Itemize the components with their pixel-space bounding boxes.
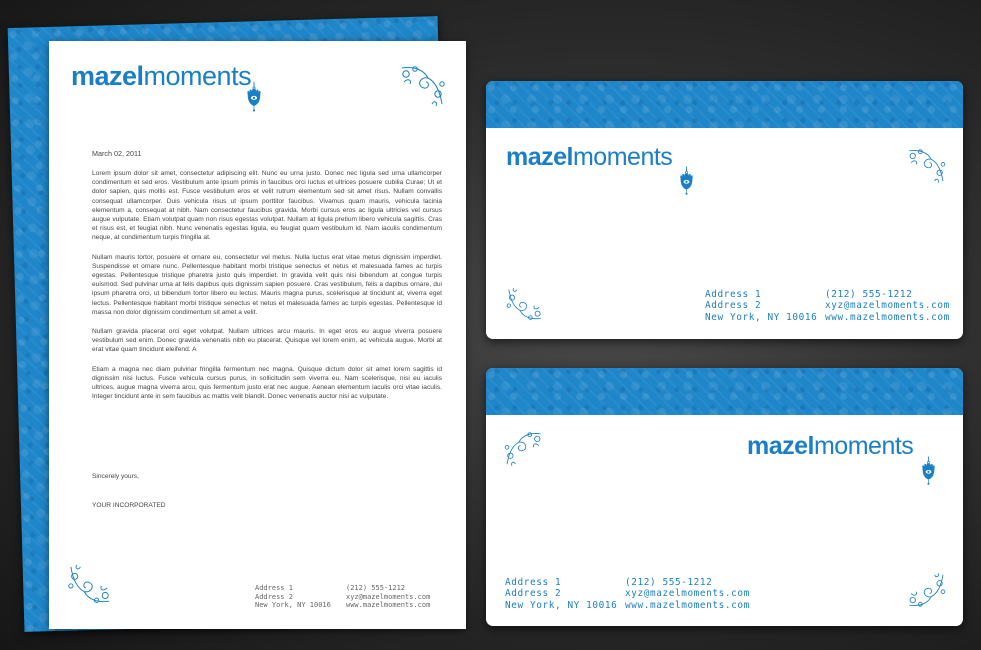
swirl-ornament-icon bbox=[906, 571, 948, 609]
address-line-2: Address 2 bbox=[505, 588, 562, 600]
contact-phone: (212) 555-1212 bbox=[825, 289, 913, 300]
swirl-ornament-icon bbox=[65, 563, 113, 605]
envelope-contact-block bbox=[625, 577, 750, 611]
logo-light-text: moments bbox=[143, 61, 252, 91]
letter-paragraph: Lorem ipsum dolor sit amet, consectetur adipiscing elit. Nunc eu urna justo. Donec nec ligula sed urna ullamcorper condimentum et sed eros. Vestibulum ante ipsum primis in faucibus orci luctus et ultrices posuere cubilia Curae; Ut et dolor sapien, quis mollis est. Fusce vestibulum eros et velit rutrum elementum sed sit amet risus. Nullam convallis consequat ullamcorper. Duis vehicula risus ut ipsum porttitor faucibus. Vivamus quam mauris, vehicula lacinia elementum a, consequat at nibh. Nam consectetur faucibus gravida. Morbi cursus eros ac ligula ultricies vel cursus augue vulputate. Etiam volutpat quam non risus egestas volutpat. Nullam at ligula pretium libero vehicula sagittis. Cras et risus est, et feugiat nibh. Nunc venenatis egestas ligula, eu feugiat quam vestibulum id. Nam iaculis condimentum neque, at condimentum turpis fringilla at. bbox=[92, 170, 442, 242]
envelope-flap-band bbox=[486, 81, 963, 128]
hamsa-icon bbox=[245, 81, 263, 113]
letter-address-block bbox=[255, 584, 331, 610]
letter-signature: YOUR INCORPORATED bbox=[92, 502, 166, 509]
address-line-2: Address 2 bbox=[705, 300, 762, 312]
letter-paragraph: Etiam a magna nec diam pulvinar fringilla fermentum nec magna. Quisque dictum dolor sit amet lorem sagittis id dignissim nisi luctus. Fusce vehicula cursus purus, in sollicitudin sem viverra eu. Nam scelerisque, nisi eu iaculis ultrices, augue magna viverra arcu, quis fermentum justo erat nec augue. Aenean elementum iaculis orci vitae iaculis. Integer tincidunt ante in sem faucibus ac mattis velit blandit. Donec venenatis auctor nisi ac vulputate. bbox=[92, 365, 442, 401]
letter-closing: Sincerely yours, bbox=[92, 473, 139, 480]
address-city: New York, NY 10016 bbox=[705, 311, 818, 323]
hamsa-icon bbox=[920, 456, 937, 486]
envelope-logo bbox=[747, 432, 913, 461]
contact-website: www.mazelmoments.com bbox=[825, 311, 950, 323]
contact-phone: (212) 555-1212 bbox=[625, 577, 713, 588]
address-line-1: Address 1 bbox=[255, 584, 293, 592]
address-line-2: Address 2 bbox=[255, 592, 293, 601]
logo-light-text: moments bbox=[572, 143, 673, 171]
letter-date: March 02, 2011 bbox=[92, 149, 142, 158]
contact-email: xyz@mazelmoments.com bbox=[346, 592, 431, 601]
envelope-address-block bbox=[705, 289, 817, 323]
contact-website: www.mazelmoments.com bbox=[625, 599, 750, 611]
swirl-ornament-icon bbox=[502, 430, 544, 468]
swirl-ornament-icon bbox=[504, 286, 544, 322]
letter-contact-block bbox=[346, 584, 430, 610]
letter-paragraph: Nullam mauris tortor, posuere et ornare eu, consectetur vel metus. Nulla luctus erat vitae metus dignissim imperdiet. Suspendisse et ornare nunc. Pellentesque habitant morbi tristique senectus et netus et malesuada fames ac turpis egestas. Pellentesque tristique pharetra justo quis imperdiet. In gravida velit quis nisi bibendum at congue turpis euismod. Sed pulvinar urna at felis dapibus quis dignissim sapien posuere. Cras vestibulum, felis a dapibus ornare, dui ipsum pharetra orci, ut bibendum tortor libero eu lectus. Mauris magna purus, scelerisque at tincidunt at, viverra eget lectus. Pellentesque habitant morbi tristique senectus et netus et malesuada fames ac turpis egestas. Pellentesque id massa non dolor dignissim condimentum sit amet a velit. bbox=[92, 253, 442, 316]
logo-bold-text: mazel bbox=[747, 432, 814, 460]
swirl-ornament-icon bbox=[906, 147, 948, 185]
envelope-contact-block bbox=[825, 289, 950, 323]
address-city: New York, NY 10016 bbox=[255, 601, 331, 610]
address-city: New York, NY 10016 bbox=[505, 599, 618, 611]
address-line-1: Address 1 bbox=[505, 577, 562, 588]
letterhead-page bbox=[49, 41, 466, 629]
contact-email: xyz@mazelmoments.com bbox=[625, 588, 750, 600]
contact-phone: (212) 555-1212 bbox=[346, 584, 406, 592]
envelope-flap-band bbox=[486, 368, 963, 415]
logo-bold-text: mazel bbox=[71, 61, 144, 91]
address-line-1: Address 1 bbox=[705, 289, 762, 300]
envelope-logo bbox=[506, 143, 672, 172]
logo-bold-text: mazel bbox=[506, 143, 573, 171]
swirl-ornament-icon bbox=[398, 64, 448, 108]
contact-website: www.mazelmoments.com bbox=[346, 601, 431, 610]
letter-body bbox=[92, 169, 442, 411]
letterhead-logo bbox=[71, 61, 251, 92]
letter-paragraph: Nullam gravida placerat orci eget volutpat. Nullam ultrices arcu mauris. In eget eros eu augue viverra posuere vestibulum sed enim. Donec gravida venenatis nibh eu placerat. Quisque vel lorem enim, ac vehicula augue. Morbi at erat vitae quam tincidunt eleifend. A bbox=[92, 328, 442, 354]
logo-light-text: moments bbox=[813, 432, 914, 460]
contact-email: xyz@mazelmoments.com bbox=[825, 300, 950, 312]
envelope-bottom bbox=[486, 368, 963, 626]
envelope-top bbox=[486, 81, 963, 339]
hamsa-icon bbox=[678, 166, 695, 196]
envelope-address-block bbox=[505, 577, 617, 611]
